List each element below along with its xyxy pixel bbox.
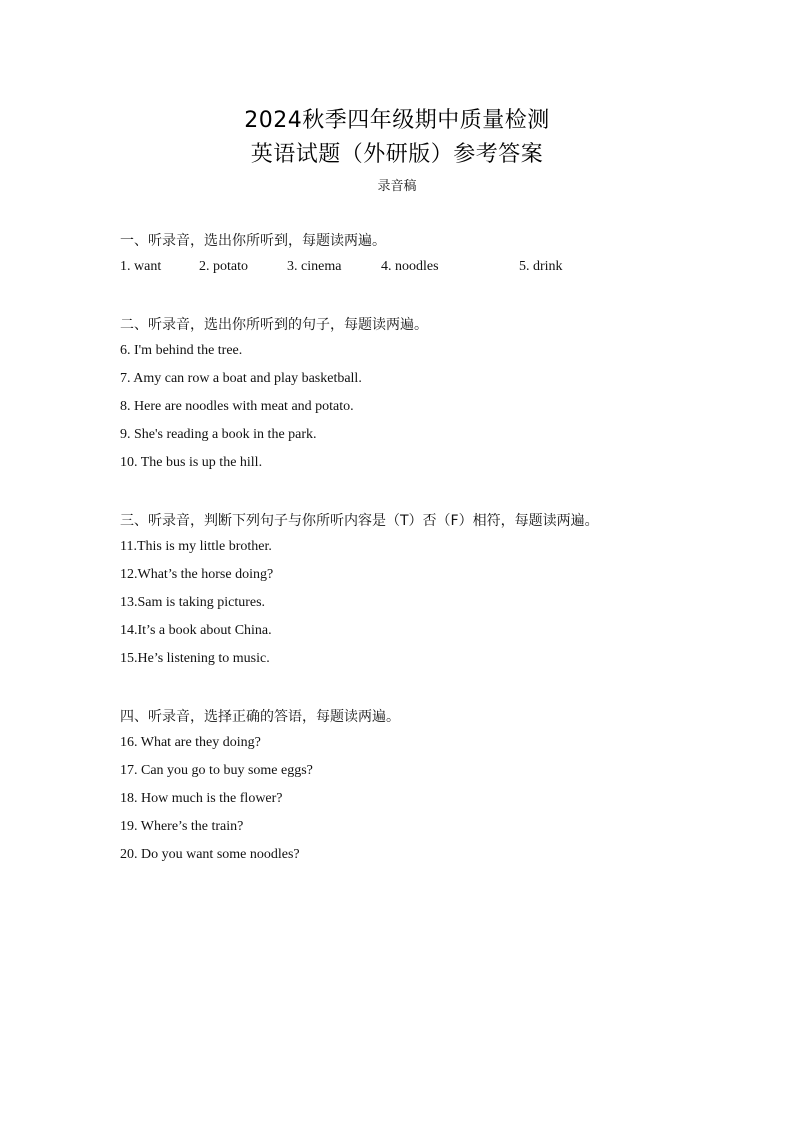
section-4-item: 18. How much is the flower? [120, 791, 283, 806]
document-subtitle: 英语试题（外研版）参考答案 [250, 142, 544, 167]
section-4-item: 19. Where’s the train? [120, 819, 244, 834]
section-4-item: 17. Can you go to buy some eggs? [120, 763, 313, 778]
document-title: 2024秋季四年级期中质量检测 [244, 108, 550, 133]
section-2-item: 8. Here are noodles with meat and potato. [120, 399, 354, 414]
section-4-item: 20. Do you want some noodles? [120, 847, 300, 862]
section-1-heading: 一、听录音，选出你所听到，每题读两遍。 [120, 233, 386, 249]
section-3-item: 15.He’s listening to music. [120, 651, 270, 666]
section-4-heading: 四、听录音，选择正确的答语，每题读两遍。 [120, 709, 400, 725]
section-1-word: 5. drink [519, 259, 563, 274]
section-3-item: 14.It’s a book about China. [120, 623, 272, 638]
section-1-word: 1. want [120, 259, 162, 274]
section-3-item: 11.This is my little brother. [120, 539, 272, 554]
section-3-item: 13.Sam is taking pictures. [120, 595, 266, 610]
section-2-item: 10. The bus is up the hill. [120, 455, 263, 470]
section-2-item: 9. She's reading a book in the park. [120, 427, 317, 442]
section-2-item: 6. I'm behind the tree. [120, 343, 243, 358]
section-4-item: 16. What are they doing? [120, 735, 261, 750]
transcript-label: 录音稿 [377, 179, 417, 194]
section-1-word: 3. cinema [287, 259, 342, 274]
section-2-item: 7. Amy can row a boat and play basketball. [120, 371, 362, 386]
section-2-heading: 二、听录音，选出你所听到的句子，每题读两遍。 [120, 317, 428, 333]
section-3-item: 12.What’s the horse doing? [120, 567, 274, 582]
section-1-word: 4. noodles [381, 259, 439, 274]
section-1-word: 2. potato [199, 259, 248, 274]
section-3-heading: 三、听录音，判断下列句子与你所听内容是（T）否（F）相符，每题读两遍。 [120, 513, 599, 529]
